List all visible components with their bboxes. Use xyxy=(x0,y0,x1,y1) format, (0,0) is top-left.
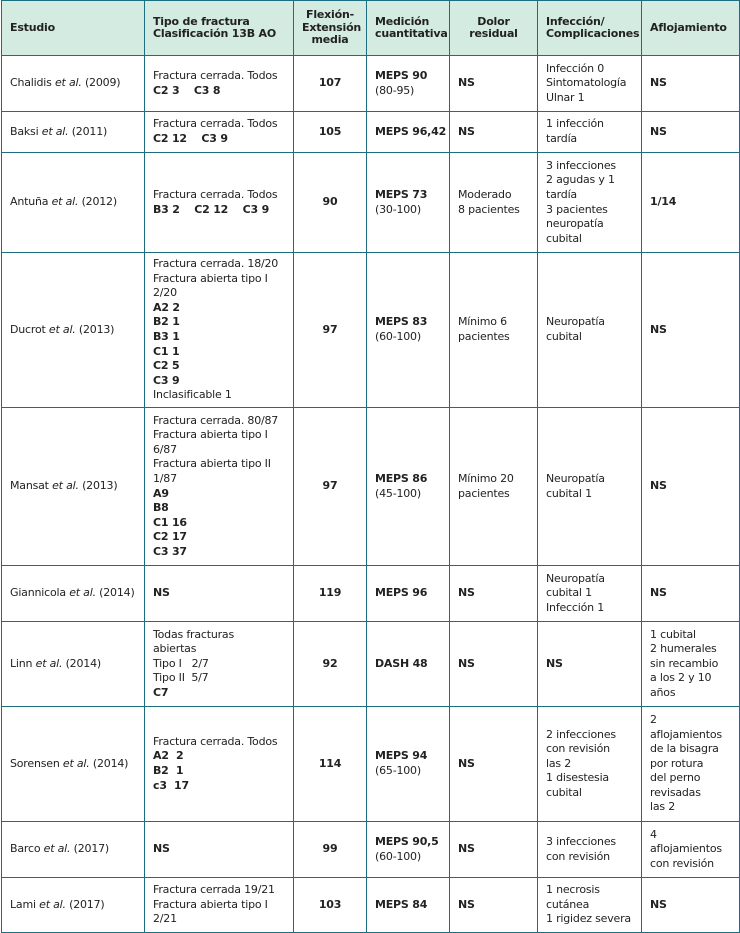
cell-residual-pain xyxy=(450,707,538,822)
cell-line: (30-100) xyxy=(375,202,421,216)
cell-fracture-type xyxy=(145,112,294,153)
cell-flexion-extension: 92 xyxy=(294,622,367,707)
cell-line: C2 12 C3 9 xyxy=(153,132,228,145)
cell-complications xyxy=(538,56,642,112)
study-author: Linn xyxy=(10,656,33,670)
study-author: Mansat xyxy=(10,479,49,493)
cell-line: Fractura cerrada. Todos xyxy=(153,734,278,748)
cell-line: A2 2 xyxy=(153,749,184,763)
table-body xyxy=(2,56,740,933)
header-label-line: Estudio xyxy=(10,20,55,34)
cell-line: Inclasificable 1 xyxy=(153,388,232,402)
cell-line: NS xyxy=(458,124,475,138)
study-year: (2009) xyxy=(84,76,121,90)
cell-line: NS xyxy=(458,756,475,770)
cell-line: C2 17 xyxy=(153,530,187,544)
cell-line: a los 2 y 10 xyxy=(650,671,712,685)
cell-residual-pain xyxy=(450,566,538,622)
table-row xyxy=(2,408,740,566)
header-label-line: media xyxy=(311,33,349,47)
cell-line: 2 agudas y 1 xyxy=(546,173,615,187)
cell-loosening xyxy=(642,408,740,566)
cell-loosening xyxy=(642,707,740,822)
cell-residual-pain xyxy=(450,878,538,933)
cell-line: Sintomatología xyxy=(546,76,627,90)
cell-fracture-type xyxy=(145,56,294,112)
cell-line: 2/21 xyxy=(153,912,177,926)
study-et-al: et al. xyxy=(41,124,69,138)
study-author: Barco xyxy=(10,842,41,856)
cell-line: 2 infecciones xyxy=(546,727,616,741)
cell-quantitative-measure xyxy=(367,622,450,707)
study-author: Chalidis xyxy=(10,76,52,90)
cell-line: NS xyxy=(458,897,475,911)
cell-line: B2 1 xyxy=(153,764,184,777)
cell-line: pacientes xyxy=(458,330,510,343)
cell-flexion-extension: 103 xyxy=(294,878,367,933)
cell-line: A9 xyxy=(153,486,169,500)
cell-line: cubital 1 xyxy=(546,486,592,500)
cell-study xyxy=(2,566,145,622)
cell-loosening xyxy=(642,566,740,622)
cell-fracture-type xyxy=(145,878,294,933)
cell-line: MEPS 90 xyxy=(375,68,428,82)
cell-line: NS xyxy=(458,586,475,600)
cell-line: NS xyxy=(650,897,667,911)
cell-line: 3 infecciones xyxy=(546,834,616,848)
cell-line: 8 pacientes xyxy=(458,202,520,216)
cell-line: Tipo I 2/7 xyxy=(153,656,209,670)
cell-line: con revisión xyxy=(546,742,610,756)
cell-study xyxy=(2,707,145,822)
cell-quantitative-measure xyxy=(367,56,450,112)
cell-line: 1 infección xyxy=(546,117,604,131)
cell-line: por rotura xyxy=(650,756,704,770)
cell-line: A2 2 xyxy=(153,300,180,314)
cell-line: 1/87 xyxy=(153,471,177,485)
header-flexion-extension xyxy=(294,1,367,56)
cell-line: NS xyxy=(458,842,475,856)
cell-loosening xyxy=(642,253,740,408)
cell-line: (60-100) xyxy=(375,330,421,343)
cell-line: NS xyxy=(650,124,667,138)
cell-line: 1 necrosis xyxy=(546,883,600,897)
table-row xyxy=(2,878,740,933)
cell-flexion-extension: 90 xyxy=(294,153,367,253)
cell-line: NS xyxy=(650,76,667,90)
cell-line: C2 5 xyxy=(153,359,180,373)
cell-line: MEPS 94 xyxy=(375,749,428,763)
cell-line: MEPS 90,5 xyxy=(375,834,439,848)
cell-line: Fractura abierta tipo II xyxy=(153,457,271,471)
cell-residual-pain xyxy=(450,153,538,253)
table-row xyxy=(2,707,740,822)
cell-flexion-extension: 119 xyxy=(294,566,367,622)
header-estudio xyxy=(2,1,145,56)
study-year: (2013) xyxy=(78,322,115,336)
cell-fracture-type xyxy=(145,822,294,878)
cell-study xyxy=(2,112,145,153)
cell-line: sin recambio xyxy=(650,656,719,670)
cell-loosening xyxy=(642,622,740,707)
cell-quantitative-measure xyxy=(367,408,450,566)
study-author: Sorensen xyxy=(10,756,60,770)
cell-line: NS xyxy=(546,656,563,670)
cell-line: aflojamientos xyxy=(650,842,722,856)
cell-complications xyxy=(538,822,642,878)
cell-fracture-type xyxy=(145,153,294,253)
cell-quantitative-measure xyxy=(367,153,450,253)
cell-quantitative-measure xyxy=(367,878,450,933)
cell-line: Infección 1 xyxy=(546,600,605,614)
cell-line: Moderado xyxy=(458,187,512,201)
cell-complications xyxy=(538,566,642,622)
cell-line: Todas fracturas xyxy=(153,627,234,641)
cell-line: NS xyxy=(650,479,667,493)
cell-residual-pain xyxy=(450,253,538,408)
cell-line: C3 9 xyxy=(153,373,180,387)
cell-complications xyxy=(538,112,642,153)
cell-line: NS xyxy=(650,586,667,600)
study-year: (2017) xyxy=(73,842,110,856)
cell-line: 6/87 xyxy=(153,442,177,456)
study-author: Antuña xyxy=(10,195,49,209)
cell-quantitative-measure xyxy=(367,822,450,878)
cell-line: cubital xyxy=(546,231,582,245)
study-author: Ducrot xyxy=(10,322,46,336)
cell-complications xyxy=(538,408,642,566)
table-row xyxy=(2,153,740,253)
study-et-al: et al. xyxy=(48,322,76,336)
cell-line: NS xyxy=(153,586,170,600)
cell-line: Neuropatía xyxy=(546,571,605,585)
cell-line: MEPS 86 xyxy=(375,471,428,485)
cell-line: B8 xyxy=(153,501,169,515)
cell-line: MEPS 83 xyxy=(375,315,428,329)
cell-line: revisadas xyxy=(650,785,701,799)
cell-complications xyxy=(538,253,642,408)
cell-loosening xyxy=(642,153,740,253)
cell-line: (80-95) xyxy=(375,83,415,97)
cell-residual-pain xyxy=(450,622,538,707)
cell-line: (65-100) xyxy=(375,764,421,777)
cell-complications xyxy=(538,707,642,822)
header-label-line: Infección/ xyxy=(546,14,605,28)
cell-line: 1/14 xyxy=(650,195,677,209)
study-year: (2014) xyxy=(99,586,135,600)
header-label-line: Clasificación 13B AO xyxy=(153,27,276,40)
results-table xyxy=(1,0,740,933)
header-infeccion xyxy=(538,1,642,56)
cell-line: Fractura cerrada. Todos xyxy=(153,117,278,131)
cell-line: del perno xyxy=(650,771,701,785)
cell-quantitative-measure xyxy=(367,707,450,822)
cell-line: C1 1 xyxy=(153,344,180,358)
cell-line: aflojamientos xyxy=(650,727,722,741)
table-row xyxy=(2,622,740,707)
cell-line: Mínimo 20 xyxy=(458,471,514,485)
cell-line: 4 xyxy=(650,827,657,841)
cell-flexion-extension: 107 xyxy=(294,56,367,112)
study-et-al: et al. xyxy=(62,756,90,770)
cell-flexion-extension: 105 xyxy=(294,112,367,153)
table-header xyxy=(2,1,740,56)
cell-line: con revisión xyxy=(546,849,610,863)
cell-line: c3 17 xyxy=(153,778,189,792)
header-dolor xyxy=(450,1,538,56)
table-row xyxy=(2,112,740,153)
cell-line: neuropatía xyxy=(546,217,604,231)
cell-line: MEPS 96 xyxy=(375,586,428,600)
header-label-line: Flexión- xyxy=(306,8,354,22)
cell-line: 3 pacientes xyxy=(546,202,608,216)
cell-line: Tipo II 5/7 xyxy=(153,671,209,685)
header-tipo-fractura xyxy=(145,1,294,56)
cell-line: 1 rigidez severa xyxy=(546,912,631,926)
cell-quantitative-measure xyxy=(367,566,450,622)
cell-line: 3 infecciones xyxy=(546,158,616,172)
study-et-al: et al. xyxy=(51,195,79,209)
cell-complications xyxy=(538,878,642,933)
table-row xyxy=(2,56,740,112)
cell-line: de la bisagra xyxy=(650,742,719,756)
study-year: (2014) xyxy=(92,756,129,770)
cell-line: Mínimo 6 xyxy=(458,315,507,329)
study-year: (2017) xyxy=(69,897,105,911)
cell-line: C1 16 xyxy=(153,515,187,529)
cell-line: MEPS 73 xyxy=(375,187,428,201)
cell-line: C7 xyxy=(153,685,169,699)
header-label-line: Medición xyxy=(375,14,430,28)
study-author: Lami xyxy=(10,897,36,911)
study-et-al: et al. xyxy=(39,897,66,911)
header-label-line: Tipo de fractura xyxy=(153,14,250,28)
table-row xyxy=(2,253,740,408)
cell-flexion-extension: 114 xyxy=(294,707,367,822)
study-et-al: et al. xyxy=(54,76,82,90)
cell-line: Fractura cerrada. 80/87 xyxy=(153,413,279,427)
cell-line: pacientes xyxy=(458,486,510,500)
study-et-al: et al. xyxy=(35,656,63,670)
cell-line: Infección 0 xyxy=(546,61,605,75)
cell-quantitative-measure xyxy=(367,253,450,408)
cell-line: 1 cubital xyxy=(650,627,696,641)
cell-line: Neuropatía xyxy=(546,471,605,485)
cell-line: NS xyxy=(458,76,475,90)
cell-residual-pain xyxy=(450,56,538,112)
cell-line: las 2 xyxy=(650,800,676,814)
cell-fracture-type xyxy=(145,707,294,822)
cell-study xyxy=(2,153,145,253)
cell-line: Fractura cerrada. Todos xyxy=(153,68,278,82)
cell-line: (45-100) xyxy=(375,486,421,500)
cell-line: cubital xyxy=(546,785,582,799)
cell-study xyxy=(2,878,145,933)
cell-line: MEPS 96,42 xyxy=(375,124,447,138)
study-year: (2011) xyxy=(71,124,108,138)
cell-line: Fractura cerrada 19/21 xyxy=(153,883,275,897)
header-label-line: Dolor xyxy=(477,14,510,28)
cell-study xyxy=(2,408,145,566)
cell-fracture-type xyxy=(145,408,294,566)
cell-line: Ulnar 1 xyxy=(546,90,585,104)
study-year: (2014) xyxy=(65,656,101,670)
cell-line: B3 2 C2 12 C3 9 xyxy=(153,202,270,216)
cell-line: con revisión xyxy=(650,856,714,870)
cell-line: cubital xyxy=(546,330,582,343)
cell-complications xyxy=(538,622,642,707)
cell-line: tardía xyxy=(546,187,577,201)
header-medicion xyxy=(367,1,450,56)
cell-line: Fractura cerrada. 18/20 xyxy=(153,257,279,271)
study-author: Baksi xyxy=(10,124,39,138)
header-label-line: Complicaciones xyxy=(546,27,640,40)
cell-line: años xyxy=(650,685,676,699)
cell-loosening xyxy=(642,822,740,878)
cell-loosening xyxy=(642,112,740,153)
cell-line: Fractura abierta tipo I xyxy=(153,271,268,285)
table-row xyxy=(2,566,740,622)
cell-line: DASH 48 xyxy=(375,656,428,670)
cell-line: C3 37 xyxy=(153,544,187,558)
cell-line: C2 3 C3 8 xyxy=(153,83,221,97)
study-et-al: et al. xyxy=(43,842,71,856)
cell-line: las 2 xyxy=(546,756,572,770)
cell-line: cutánea xyxy=(546,897,590,911)
header-aflojamiento xyxy=(642,1,740,56)
header-label-line: Extensión xyxy=(302,20,362,34)
cell-study xyxy=(2,622,145,707)
cell-line: B3 1 xyxy=(153,330,180,343)
cell-study xyxy=(2,253,145,408)
cell-flexion-extension: 99 xyxy=(294,822,367,878)
cell-fracture-type xyxy=(145,253,294,408)
study-year: (2012) xyxy=(81,195,117,209)
header-label-line: cuantitativa xyxy=(375,27,448,40)
cell-study xyxy=(2,822,145,878)
study-et-al: et al. xyxy=(69,586,96,600)
cell-loosening xyxy=(642,878,740,933)
cell-line: Fractura abierta tipo I xyxy=(153,428,268,442)
cell-loosening xyxy=(642,56,740,112)
cell-line: 2/20 xyxy=(153,286,177,300)
cell-flexion-extension: 97 xyxy=(294,253,367,408)
cell-line: NS xyxy=(153,842,170,856)
cell-quantitative-measure xyxy=(367,112,450,153)
cell-line: 2 xyxy=(650,712,657,726)
cell-line: Neuropatía xyxy=(546,315,605,329)
cell-line: MEPS 84 xyxy=(375,897,428,911)
cell-fracture-type xyxy=(145,566,294,622)
study-year: (2013) xyxy=(82,479,118,493)
cell-study xyxy=(2,56,145,112)
cell-line: Fractura cerrada. Todos xyxy=(153,187,278,201)
header-label-line: Aflojamiento xyxy=(650,20,727,34)
cell-line: tardía xyxy=(546,132,577,145)
cell-flexion-extension: 97 xyxy=(294,408,367,566)
cell-line: 2 humerales xyxy=(650,642,717,656)
cell-residual-pain xyxy=(450,822,538,878)
cell-line: (60-100) xyxy=(375,849,421,863)
cell-residual-pain xyxy=(450,112,538,153)
cell-line: abiertas xyxy=(153,642,197,656)
cell-line: Fractura abierta tipo I xyxy=(153,897,268,911)
cell-line: NS xyxy=(650,322,667,336)
table-row xyxy=(2,822,740,878)
study-author: Giannicola xyxy=(10,586,66,600)
cell-fracture-type xyxy=(145,622,294,707)
study-et-al: et al. xyxy=(52,479,79,493)
cell-line: NS xyxy=(458,656,475,670)
cell-residual-pain xyxy=(450,408,538,566)
cell-line: B2 1 xyxy=(153,315,180,329)
cell-line: 1 disestesia xyxy=(546,771,609,785)
cell-line: cubital 1 xyxy=(546,586,592,600)
header-row xyxy=(2,1,740,56)
cell-complications xyxy=(538,153,642,253)
header-label-line: residual xyxy=(469,27,518,40)
